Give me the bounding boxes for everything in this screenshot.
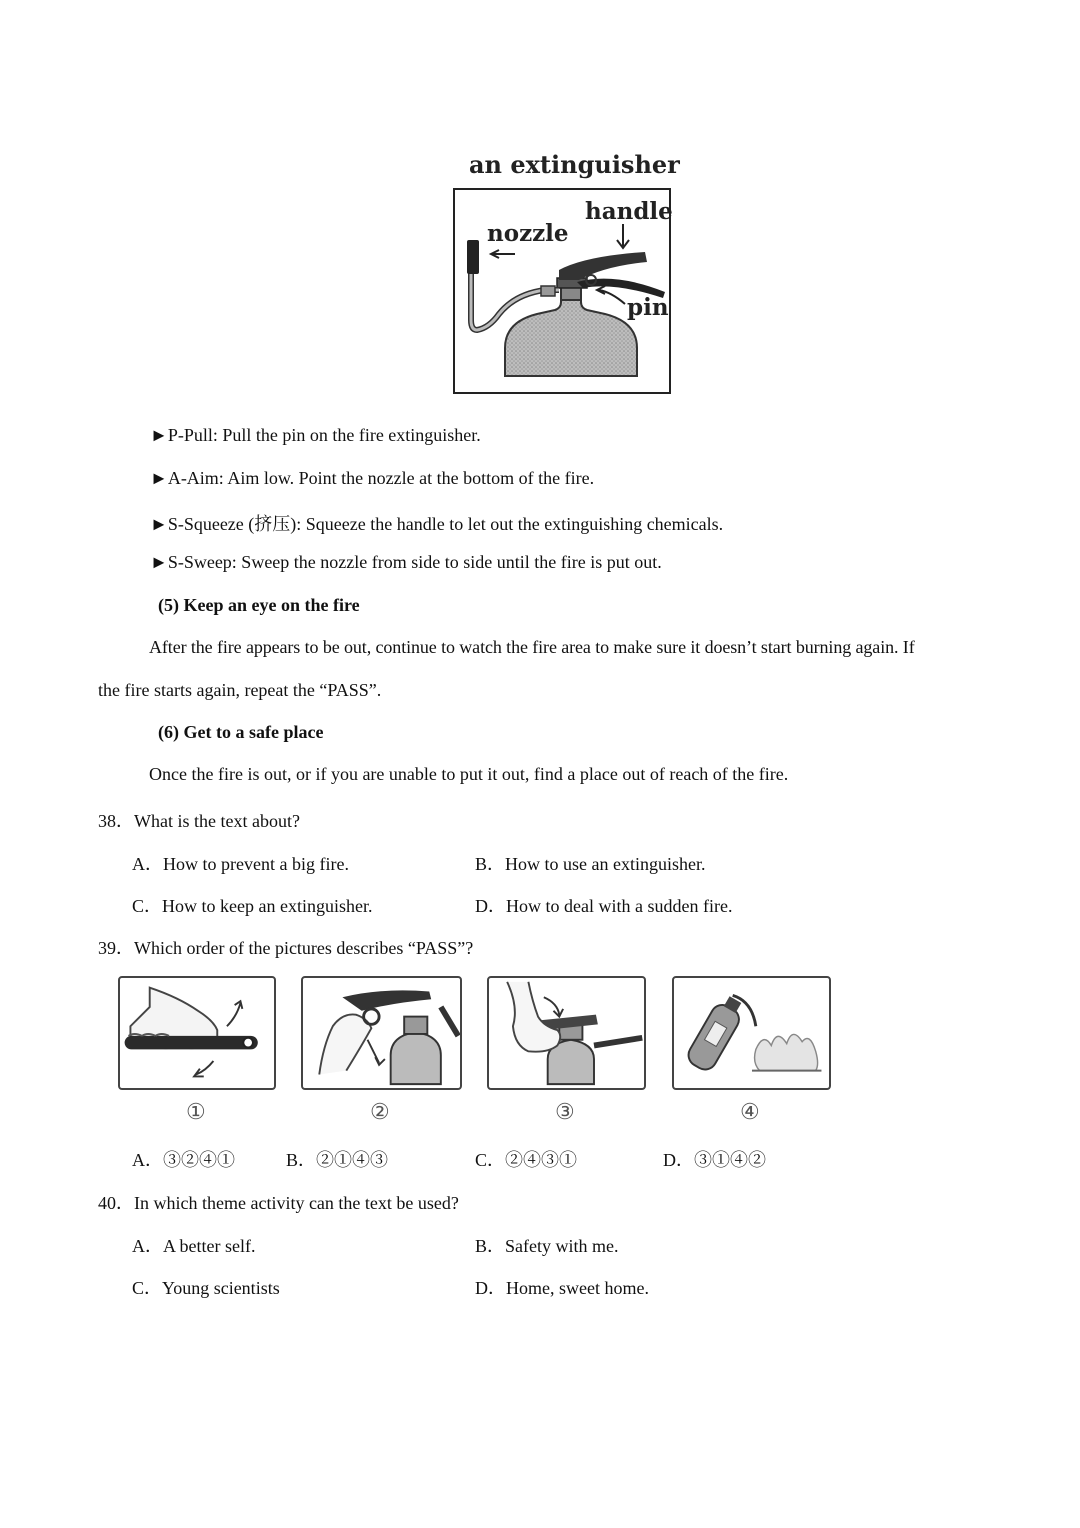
step-pull: ►P-Pull: Pull the pin on the fire extinguisher. xyxy=(150,425,481,445)
option-d: D．How to deal with a sudden fire. xyxy=(475,896,733,916)
option-c: C．How to keep an extinguisher. xyxy=(132,896,373,916)
picture-1-pull-hose xyxy=(118,976,276,1090)
option-d: D．Home, sweet home. xyxy=(475,1278,649,1298)
hand-pulling-pin-icon xyxy=(303,978,460,1088)
extinguisher-diagram xyxy=(453,188,671,394)
picture-4-sweep-fire xyxy=(672,976,831,1090)
question-stem: 38．What is the text about? xyxy=(98,811,300,831)
figure-title: an extinguisher xyxy=(469,150,680,179)
step-aim: ►A-Aim: Aim low. Point the nozzle at the bottom of the fire. xyxy=(150,468,595,488)
option-a: A．How to prevent a big fire. xyxy=(132,854,349,874)
option-c: C．Young scientists xyxy=(132,1278,280,1298)
option-a: A．A better self. xyxy=(132,1236,256,1256)
question-stem: 40．In which theme activity can the text be used? xyxy=(98,1193,459,1213)
picture-3-squeeze-handle xyxy=(487,976,646,1090)
option-a: A．③②④① xyxy=(132,1150,235,1170)
section-heading: (6) Get to a safe place xyxy=(158,722,324,742)
section-heading: (5) Keep an eye on the fire xyxy=(158,595,360,615)
picture-number: ① xyxy=(186,1099,206,1124)
option-b: B．②①④③ xyxy=(286,1150,389,1170)
option-d: D．③①④② xyxy=(663,1150,766,1170)
hand-squeezing-handle-icon xyxy=(489,978,644,1088)
step-squeeze: ►S-Squeeze (挤压): Squeeze the handle to let out the extinguishing chemicals. xyxy=(150,514,724,534)
option-b: B．Safety with me. xyxy=(475,1236,619,1256)
question-stem: 39．Which order of the pictures describes “PASS”? xyxy=(98,938,474,958)
picture-number: ② xyxy=(370,1099,390,1124)
nozzle-label: nozzle xyxy=(487,220,569,247)
handle-label: handle xyxy=(585,198,673,225)
picture-2-pull-pin xyxy=(301,976,462,1090)
picture-number: ④ xyxy=(740,1099,760,1124)
step-sweep: ►S-Sweep: Sweep the nozzle from side to side until the fire is put out. xyxy=(150,552,662,572)
hand-holding-hose-icon xyxy=(120,978,274,1088)
picture-number: ③ xyxy=(555,1099,575,1124)
section-text: the fire starts again, repeat the “PASS”. xyxy=(98,680,382,700)
option-c: C．②④③① xyxy=(475,1150,578,1170)
option-b: B．How to use an extinguisher. xyxy=(475,854,706,874)
section-text: After the fire appears to be out, continue to watch the fire area to make sure it doesn’t start burning again. If xyxy=(149,637,915,657)
pin-label: pin xyxy=(627,294,669,321)
section-text: Once the fire is out, or if you are unable to put it out, find a place out of reach of the fire. xyxy=(149,764,789,784)
extinguisher-sweeping-fire-icon xyxy=(674,978,829,1088)
